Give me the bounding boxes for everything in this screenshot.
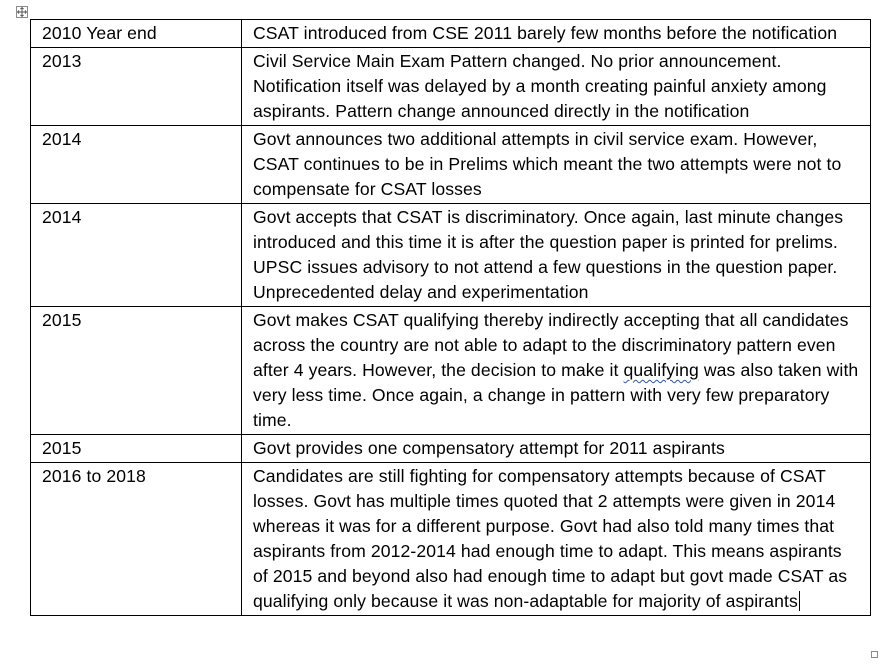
- event-cell[interactable]: [242, 204, 871, 307]
- year-text: 2015: [42, 438, 82, 458]
- year-cell[interactable]: [31, 463, 242, 616]
- year-cell[interactable]: [31, 20, 242, 48]
- table-row: [31, 20, 871, 48]
- year-text: 2014: [42, 207, 82, 227]
- event-cell[interactable]: [242, 20, 871, 48]
- event-text: Govt accepts that CSAT is discriminatory. Once again, last minute changes introduced and this time it is after the question paper is printed for prelims. UPSC issues advisory to not attend a few questions in the question paper. Unprecedented delay and experimentation: [253, 207, 844, 302]
- year-cell[interactable]: [31, 48, 242, 126]
- move-arrows-icon: [17, 7, 27, 17]
- year-cell[interactable]: [31, 204, 242, 307]
- table-row: [31, 463, 871, 616]
- table-move-handle[interactable]: [16, 6, 28, 18]
- year-cell[interactable]: [31, 126, 242, 204]
- table-row: [31, 204, 871, 307]
- event-text: Govt provides one compensatory attempt for 2011 aspirants: [253, 438, 725, 458]
- event-cell[interactable]: [242, 435, 871, 463]
- timeline-table: [30, 19, 871, 616]
- year-text: 2010 Year end: [42, 23, 157, 43]
- event-cell[interactable]: [242, 463, 871, 616]
- event-text: Civil Service Main Exam Pattern changed. No prior announcement. Notification itself was delayed by a month creating painful anxiety among aspirants. Pattern change announced directly in the notification: [253, 51, 827, 121]
- event-text: Govt announces two additional attempts in civil service exam. However, CSAT continues to be in Prelims which meant the two attempts were not to compensate for CSAT losses: [253, 129, 842, 199]
- year-text: 2013: [42, 51, 82, 71]
- table-row: [31, 126, 871, 204]
- table-resize-handle[interactable]: [871, 651, 878, 658]
- event-text: CSAT introduced from CSE 2011 barely few months before the notification: [253, 23, 838, 43]
- event-text-part: was also taken with very less time. Once again, a change in pattern with very few preparatory time.: [253, 360, 859, 430]
- year-cell[interactable]: [31, 435, 242, 463]
- event-cell[interactable]: [242, 126, 871, 204]
- table-row: [31, 435, 871, 463]
- event-text: Candidates are still fighting for compensatory attempts because of CSAT losses. Govt has multiple times quoted that 2 attempts were given in 2014 whereas it was for a different purpose. Govt had also told many times that aspirants from 2012-2014 had enough time to adapt. This means aspirants of 2015 and beyond also had enough time to adapt but govt made CSAT as qualifying only because it was non-adaptable for majority of aspirants: [253, 466, 848, 611]
- event-cell[interactable]: [242, 307, 871, 435]
- spelling-flagged-word[interactable]: qualifying: [623, 360, 699, 380]
- year-text: 2015: [42, 310, 82, 330]
- year-cell[interactable]: [31, 307, 242, 435]
- year-text: 2016 to 2018: [42, 466, 146, 486]
- table-row: [31, 48, 871, 126]
- table-row: [31, 307, 871, 435]
- year-text: 2014: [42, 129, 82, 149]
- event-text-part: Govt makes CSAT qualifying thereby indirectly accepting that all candidates across the country are not able to adapt to the discriminatory pattern even after 4 years. However, the decision to make it: [253, 310, 849, 380]
- text-cursor: [799, 591, 800, 611]
- event-cell[interactable]: [242, 48, 871, 126]
